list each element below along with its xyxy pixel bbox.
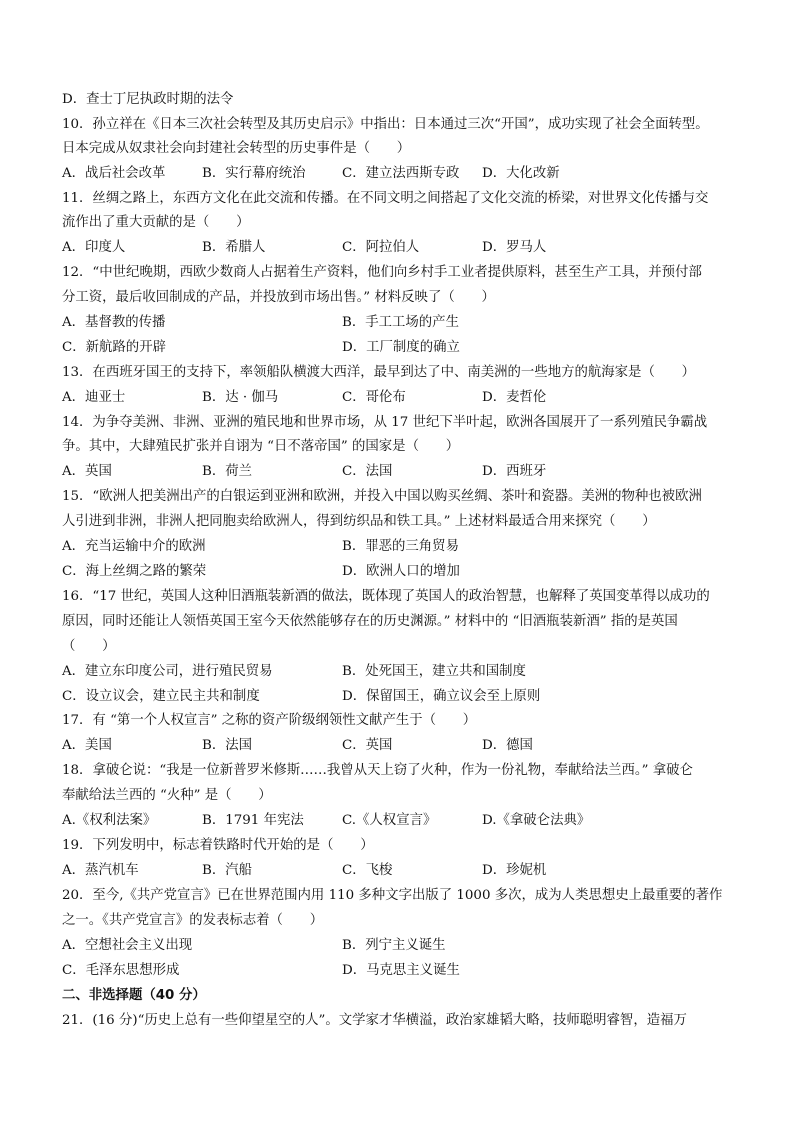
option-b: B．手工工场的产生 (342, 315, 459, 330)
question-stem: 16．“17 世纪，英国人这种旧酒瓶装新酒的做法，既体现了英国人的政治智慧，也解释了英国变革得以成功的 (62, 589, 710, 604)
question-stem: 20．至今,《共产党宣言》已在世界范围内用 110 多种文字出版了 1000 多次，成为人类思想史上最重要的著作 (62, 888, 723, 903)
question-stem: 19．下列发明中，标志着铁路时代开始的是（ ） (62, 838, 374, 853)
option-b: B．法国 (202, 738, 253, 753)
question-stem: 14．为争夺美洲、非洲、亚洲的殖民地和世界市场，从 17 世纪下半叶起，欧洲各国展开了一系列殖民争霸战 (62, 415, 708, 430)
option-b: B．1791 年宪法 (202, 813, 304, 828)
option-d: D．欧洲人口的增加 (342, 564, 460, 579)
question-stem: 10．孙立祥在《日本三次社会转型及其历史启示》中指出：日本通过三次“开国”，成功实现了社会全面转型。 (62, 117, 709, 132)
option-b: B．希腊人 (202, 240, 266, 255)
question-stem: 18．拿破仑说：“我是一位新普罗米修斯……我曾从天上窃了火种，作为一份礼物，奉献给法兰西。” 拿破仑 (62, 763, 693, 778)
question-stem: 原因，同时还能让人领悟英国王室今天依然能够存在的历史渊源。” 材料中的 “旧酒瓶装新酒” 指的是英国 (62, 614, 678, 629)
option-d: D．德国 (482, 738, 533, 753)
option-a: A．印度人 (62, 240, 126, 255)
question-9-option-d: D．查士丁尼执政时期的法令 (62, 92, 234, 107)
option-b: B．列宁主义诞生 (342, 938, 446, 953)
option-a: A．蒸汽机车 (62, 863, 139, 878)
option-a: A．迪亚士 (62, 390, 126, 405)
question-stem: 15．“欧洲人把美洲出产的白银运到亚洲和欧洲，并投入中国以购买丝绸、茶叶和瓷器。美洲的物种也被欧洲 (62, 489, 702, 504)
option-b: B．汽船 (202, 863, 253, 878)
question-stem: 人引进到非洲，非洲人把同胞卖给欧洲人，得到纺织品和铁工具。” 上述材料最适合用来探究（ ） (62, 514, 656, 529)
option-c: C．阿拉伯人 (342, 240, 420, 255)
option-d: D．保留国王，确立议会至上原则 (342, 689, 541, 704)
section-heading: 二、非选择题（40 分） (62, 988, 206, 1003)
option-d: D.《拿破仑法典》 (482, 813, 591, 828)
question-stem: 奉献给法兰西的 “火种” 是（ ） (62, 788, 272, 803)
option-b: B．罪恶的三角贸易 (342, 539, 459, 554)
option-a: A．英国 (62, 464, 112, 479)
question-stem: 17．有 “第一个人权宣言” 之称的资产阶级纲领性文献产生于（ ） (62, 713, 477, 728)
question-stem: 21．(16 分)“历史上总有一些仰望星空的人”。文学家才华横溢，政治家雄韬大略，技师聪明睿智，造福万 (62, 1013, 687, 1028)
option-b: B．达 · 伽马 (202, 390, 279, 405)
option-a: A．美国 (62, 738, 112, 753)
option-a: A．建立东印度公司，进行殖民贸易 (62, 664, 273, 679)
option-d: D．麦哲伦 (482, 390, 547, 405)
option-c: C．海上丝绸之路的繁荣 (62, 564, 207, 579)
option-c: C．新航路的开辟 (62, 340, 166, 355)
question-stem: 13．在西班牙国王的支持下，率领船队横渡大西洋，最早到达了中、南美洲的一些地方的航海家是（ ） (62, 365, 696, 380)
option-d: D．工厂制度的确立 (342, 340, 460, 355)
option-c: C．建立法西斯专政 (342, 166, 460, 181)
option-a: A．空想社会主义出现 (62, 938, 193, 953)
option-c: C．毛泽东思想形成 (62, 963, 180, 978)
option-c: C.《人权宣言》 (342, 813, 437, 828)
option-d: D．马克思主义诞生 (342, 963, 460, 978)
option-b: B．处死国王，建立共和国制度 (342, 664, 526, 679)
option-d: D．大化改新 (482, 166, 560, 181)
question-stem: 争。其中，大肆殖民扩张并自诩为 “日不落帝国” 的国家是（ ） (62, 439, 460, 454)
question-stem: （ ） (62, 639, 116, 654)
question-stem: 流作出了重大贡献的是（ ） (62, 215, 250, 230)
option-d: D．珍妮机 (482, 863, 547, 878)
option-c: C．哥伦布 (342, 390, 406, 405)
option-a: A．充当运输中介的欧洲 (62, 539, 206, 554)
question-stem: 11．丝绸之路上，东西方文化在此交流和传播。在不同文明之间搭起了文化交流的桥梁，对世界文化传播与交 (62, 191, 709, 206)
option-c: C．设立议会，建立民主共和制度 (62, 689, 260, 704)
option-a: A．基督教的传播 (62, 315, 166, 330)
option-c: C．法国 (342, 464, 393, 479)
option-c: C．飞梭 (342, 863, 393, 878)
question-stem: 分工资，最后收回制成的产品，并投放到市场出售。” 材料反映了（ ） (62, 290, 495, 305)
question-stem: 之一。《共产党宣言》的发表标志着（ ） (62, 913, 324, 928)
question-stem: 12．“中世纪晚期，西欧少数商人占据着生产资料，他们向乡村手工业者提供原料，甚至生产工具，并预付部 (62, 265, 702, 280)
option-d: D．罗马人 (482, 240, 547, 255)
option-b: B．实行幕府统治 (202, 166, 306, 181)
question-stem: 日本完成从奴隶社会向封建社会转型的历史事件是（ ） (62, 141, 411, 156)
option-a: A.《权利法案》 (62, 813, 157, 828)
option-a: A．战后社会改革 (62, 166, 166, 181)
option-d: D．西班牙 (482, 464, 547, 479)
option-c: C．英国 (342, 738, 393, 753)
option-b: B．荷兰 (202, 464, 253, 479)
